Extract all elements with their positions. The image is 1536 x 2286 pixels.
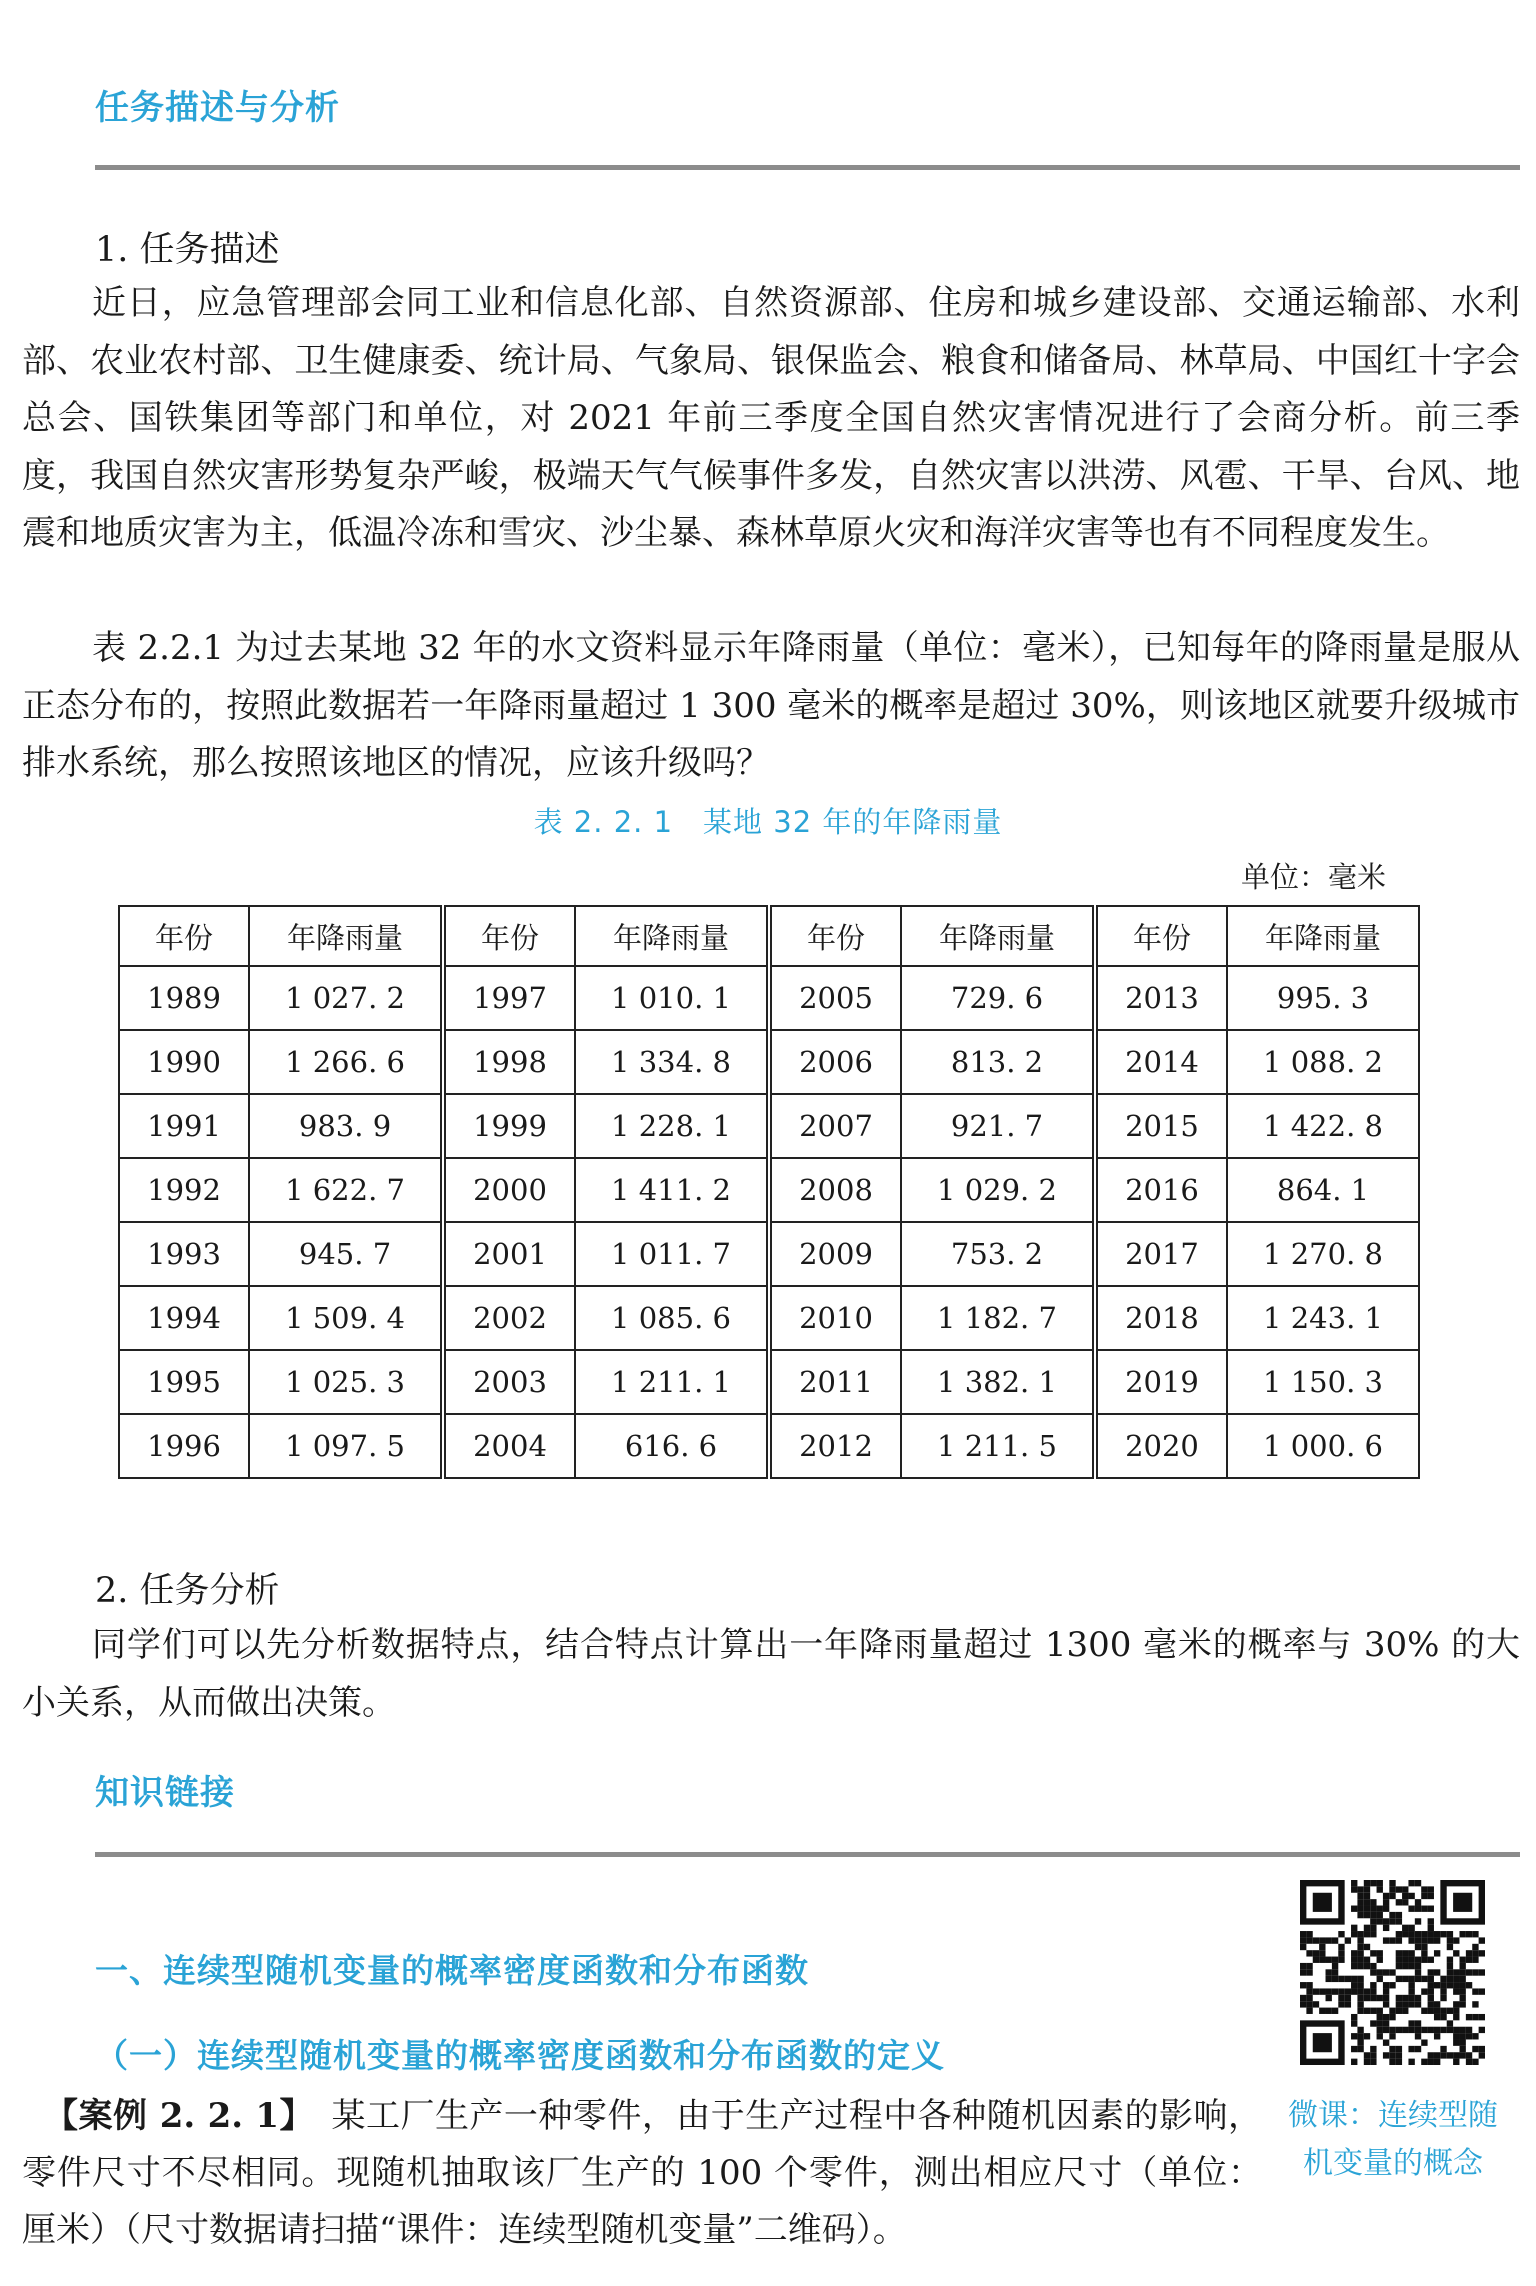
rainfall-cell: 1 266. 6 [249, 1030, 443, 1094]
year-cell: 1996 [119, 1414, 249, 1478]
year-cell: 2011 [769, 1350, 901, 1414]
rainfall-cell: 1 622. 7 [249, 1158, 443, 1222]
year-cell: 1998 [443, 1030, 575, 1094]
year-cell: 2007 [769, 1094, 901, 1158]
table-row [119, 1094, 1419, 1158]
table-row [119, 1158, 1419, 1222]
year-cell: 1990 [119, 1030, 249, 1094]
header-rainfall: 年降雨量 [249, 906, 443, 966]
year-cell: 2012 [769, 1414, 901, 1478]
table-row [119, 1350, 1419, 1414]
year-cell: 2002 [443, 1286, 575, 1350]
rainfall-cell: 1 027. 2 [249, 966, 443, 1030]
case-paragraph [22, 2088, 1262, 2259]
rainfall-cell: 1 411. 2 [575, 1158, 769, 1222]
year-cell: 1991 [119, 1094, 249, 1158]
rainfall-cell: 1 228. 1 [575, 1094, 769, 1158]
year-cell: 2009 [769, 1222, 901, 1286]
rainfall-cell: 1 025. 3 [249, 1350, 443, 1414]
rainfall-cell: 864. 1 [1227, 1158, 1419, 1222]
rainfall-cell: 1 422. 8 [1227, 1094, 1419, 1158]
section-title-knowledge: 知识链接 [95, 1773, 235, 1813]
year-cell: 1994 [119, 1286, 249, 1350]
rainfall-cell: 1 010. 1 [575, 966, 769, 1030]
table-row [119, 966, 1419, 1030]
table-unit: 单位：毫米 [1240, 860, 1386, 894]
header-year: 年份 [119, 906, 249, 966]
year-cell: 2015 [1095, 1094, 1227, 1158]
year-cell: 2016 [1095, 1158, 1227, 1222]
year-cell: 2014 [1095, 1030, 1227, 1094]
year-cell: 1992 [119, 1158, 249, 1222]
rainfall-cell: 1 211. 5 [901, 1414, 1095, 1478]
qr-caption: 微课：连续型随机变量的概念 [1288, 2098, 1498, 2181]
year-cell: 2003 [443, 1350, 575, 1414]
header-year: 年份 [769, 906, 901, 966]
rainfall-cell: 729. 6 [901, 966, 1095, 1030]
year-cell: 2013 [1095, 966, 1227, 1030]
case-text: 某工厂生产一种零件，由于生产过程中各种随机因素的影响，零件尺寸不尽相同。现随机抽取该厂生产的 100 个零件，测出相应尺寸（单位：厘米）（尺寸数据请扫描“课件：连续型随机变量”二维码）。 [22, 2096, 1263, 2250]
header-rainfall: 年降雨量 [1227, 906, 1419, 966]
rainfall-cell: 1 000. 6 [1227, 1414, 1419, 1478]
rainfall-cell: 753. 2 [901, 1222, 1095, 1286]
case-label: 【案例 2. 2. 1】 [44, 2096, 298, 2136]
year-cell: 2000 [443, 1158, 575, 1222]
rainfall-cell: 1 382. 1 [901, 1350, 1095, 1414]
year-cell: 2017 [1095, 1222, 1227, 1286]
year-cell: 1997 [443, 966, 575, 1030]
header-year: 年份 [443, 906, 575, 966]
rainfall-cell: 616. 6 [575, 1414, 769, 1478]
rainfall-cell: 921. 7 [901, 1094, 1095, 1158]
table-row [119, 1030, 1419, 1094]
task-paragraph-1: 近日，应急管理部会同工业和信息化部、自然资源部、住房和城乡建设部、交通运输部、水利部、农业农村部、卫生健康委、统计局、气象局、银保监会、粮食和储备局、林草局、中国红十字会总会、国铁集团等部门和单位，对 2021 年前三季度全国自然灾害情况进行了会商分析。前三季度，我国自然灾害形势复杂严峻，极端天气气候事件多发，自然灾害以洪涝、风雹、干旱、台风、地震和地质灾害为主，低温冷冻和雪灾、沙尘暴、森林草原火灾和海洋灾害等也有不同程度发生。 [22, 283, 1520, 553]
year-cell: 2004 [443, 1414, 575, 1478]
rainfall-cell: 1 011. 7 [575, 1222, 769, 1286]
year-cell: 2020 [1095, 1414, 1227, 1478]
task-heading: 1. 任务描述 [95, 230, 280, 270]
table-row [119, 1286, 1419, 1350]
header-year: 年份 [1095, 906, 1227, 966]
table-header-row [119, 906, 1419, 966]
table-row [119, 1414, 1419, 1478]
header-rainfall: 年降雨量 [901, 906, 1095, 966]
year-cell: 2010 [769, 1286, 901, 1350]
year-cell: 1993 [119, 1222, 249, 1286]
rainfall-cell: 1 211. 1 [575, 1350, 769, 1414]
knowledge-heading-1: 一、连续型随机变量的概率密度函数和分布函数 [95, 1951, 809, 1990]
header-rainfall: 年降雨量 [575, 906, 769, 966]
year-cell: 2019 [1095, 1350, 1227, 1414]
section-title-task: 任务描述与分析 [95, 88, 340, 128]
year-cell: 2008 [769, 1158, 901, 1222]
rainfall-cell: 1 182. 7 [901, 1286, 1095, 1350]
rainfall-cell: 813. 2 [901, 1030, 1095, 1094]
rainfall-table [118, 905, 1420, 1479]
rainfall-cell: 1 334. 8 [575, 1030, 769, 1094]
year-cell: 2006 [769, 1030, 901, 1094]
rainfall-cell: 1 085. 6 [575, 1286, 769, 1350]
year-cell: 2005 [769, 966, 901, 1030]
year-cell: 1999 [443, 1094, 575, 1158]
rainfall-cell: 1 270. 8 [1227, 1222, 1419, 1286]
rainfall-cell: 1 509. 4 [249, 1286, 443, 1350]
task-paragraph-2: 表 2.2.1 为过去某地 32 年的水文资料显示年降雨量（单位：毫米），已知每年的降雨量是服从正态分布的，按照此数据若一年降雨量超过 1 300 毫米的概率是超过 30%，则该地区就要升级城市排水系统，那么按照该地区的情况，应该升级吗？ [22, 628, 1520, 783]
table-row [119, 1222, 1419, 1286]
rainfall-cell: 1 150. 3 [1227, 1350, 1419, 1414]
rainfall-cell: 1 243. 1 [1227, 1286, 1419, 1350]
section-divider [95, 1852, 1520, 1857]
year-cell: 2001 [443, 1222, 575, 1286]
table-caption: 表 2. 2. 1 某地 32 年的年降雨量 [533, 805, 1003, 839]
knowledge-heading-2: （一）连续型随机变量的概率密度函数和分布函数的定义 [95, 2036, 945, 2075]
year-cell: 1995 [119, 1350, 249, 1414]
rainfall-cell: 1 088. 2 [1227, 1030, 1419, 1094]
rainfall-cell: 1 097. 5 [249, 1414, 443, 1478]
rainfall-cell: 983. 9 [249, 1094, 443, 1158]
year-cell: 1989 [119, 966, 249, 1030]
year-cell: 2018 [1095, 1286, 1227, 1350]
rainfall-cell: 1 029. 2 [901, 1158, 1095, 1222]
rainfall-cell: 995. 3 [1227, 966, 1419, 1030]
section-divider [95, 165, 1520, 170]
rainfall-cell: 945. 7 [249, 1222, 443, 1286]
analysis-heading: 2. 任务分析 [95, 1571, 280, 1611]
analysis-paragraph: 同学们可以先分析数据特点，结合特点计算出一年降雨量超过 1300 毫米的概率与 30% 的大小关系，从而做出决策。 [22, 1625, 1520, 1723]
qr-code-icon[interactable] [1300, 1880, 1485, 2065]
